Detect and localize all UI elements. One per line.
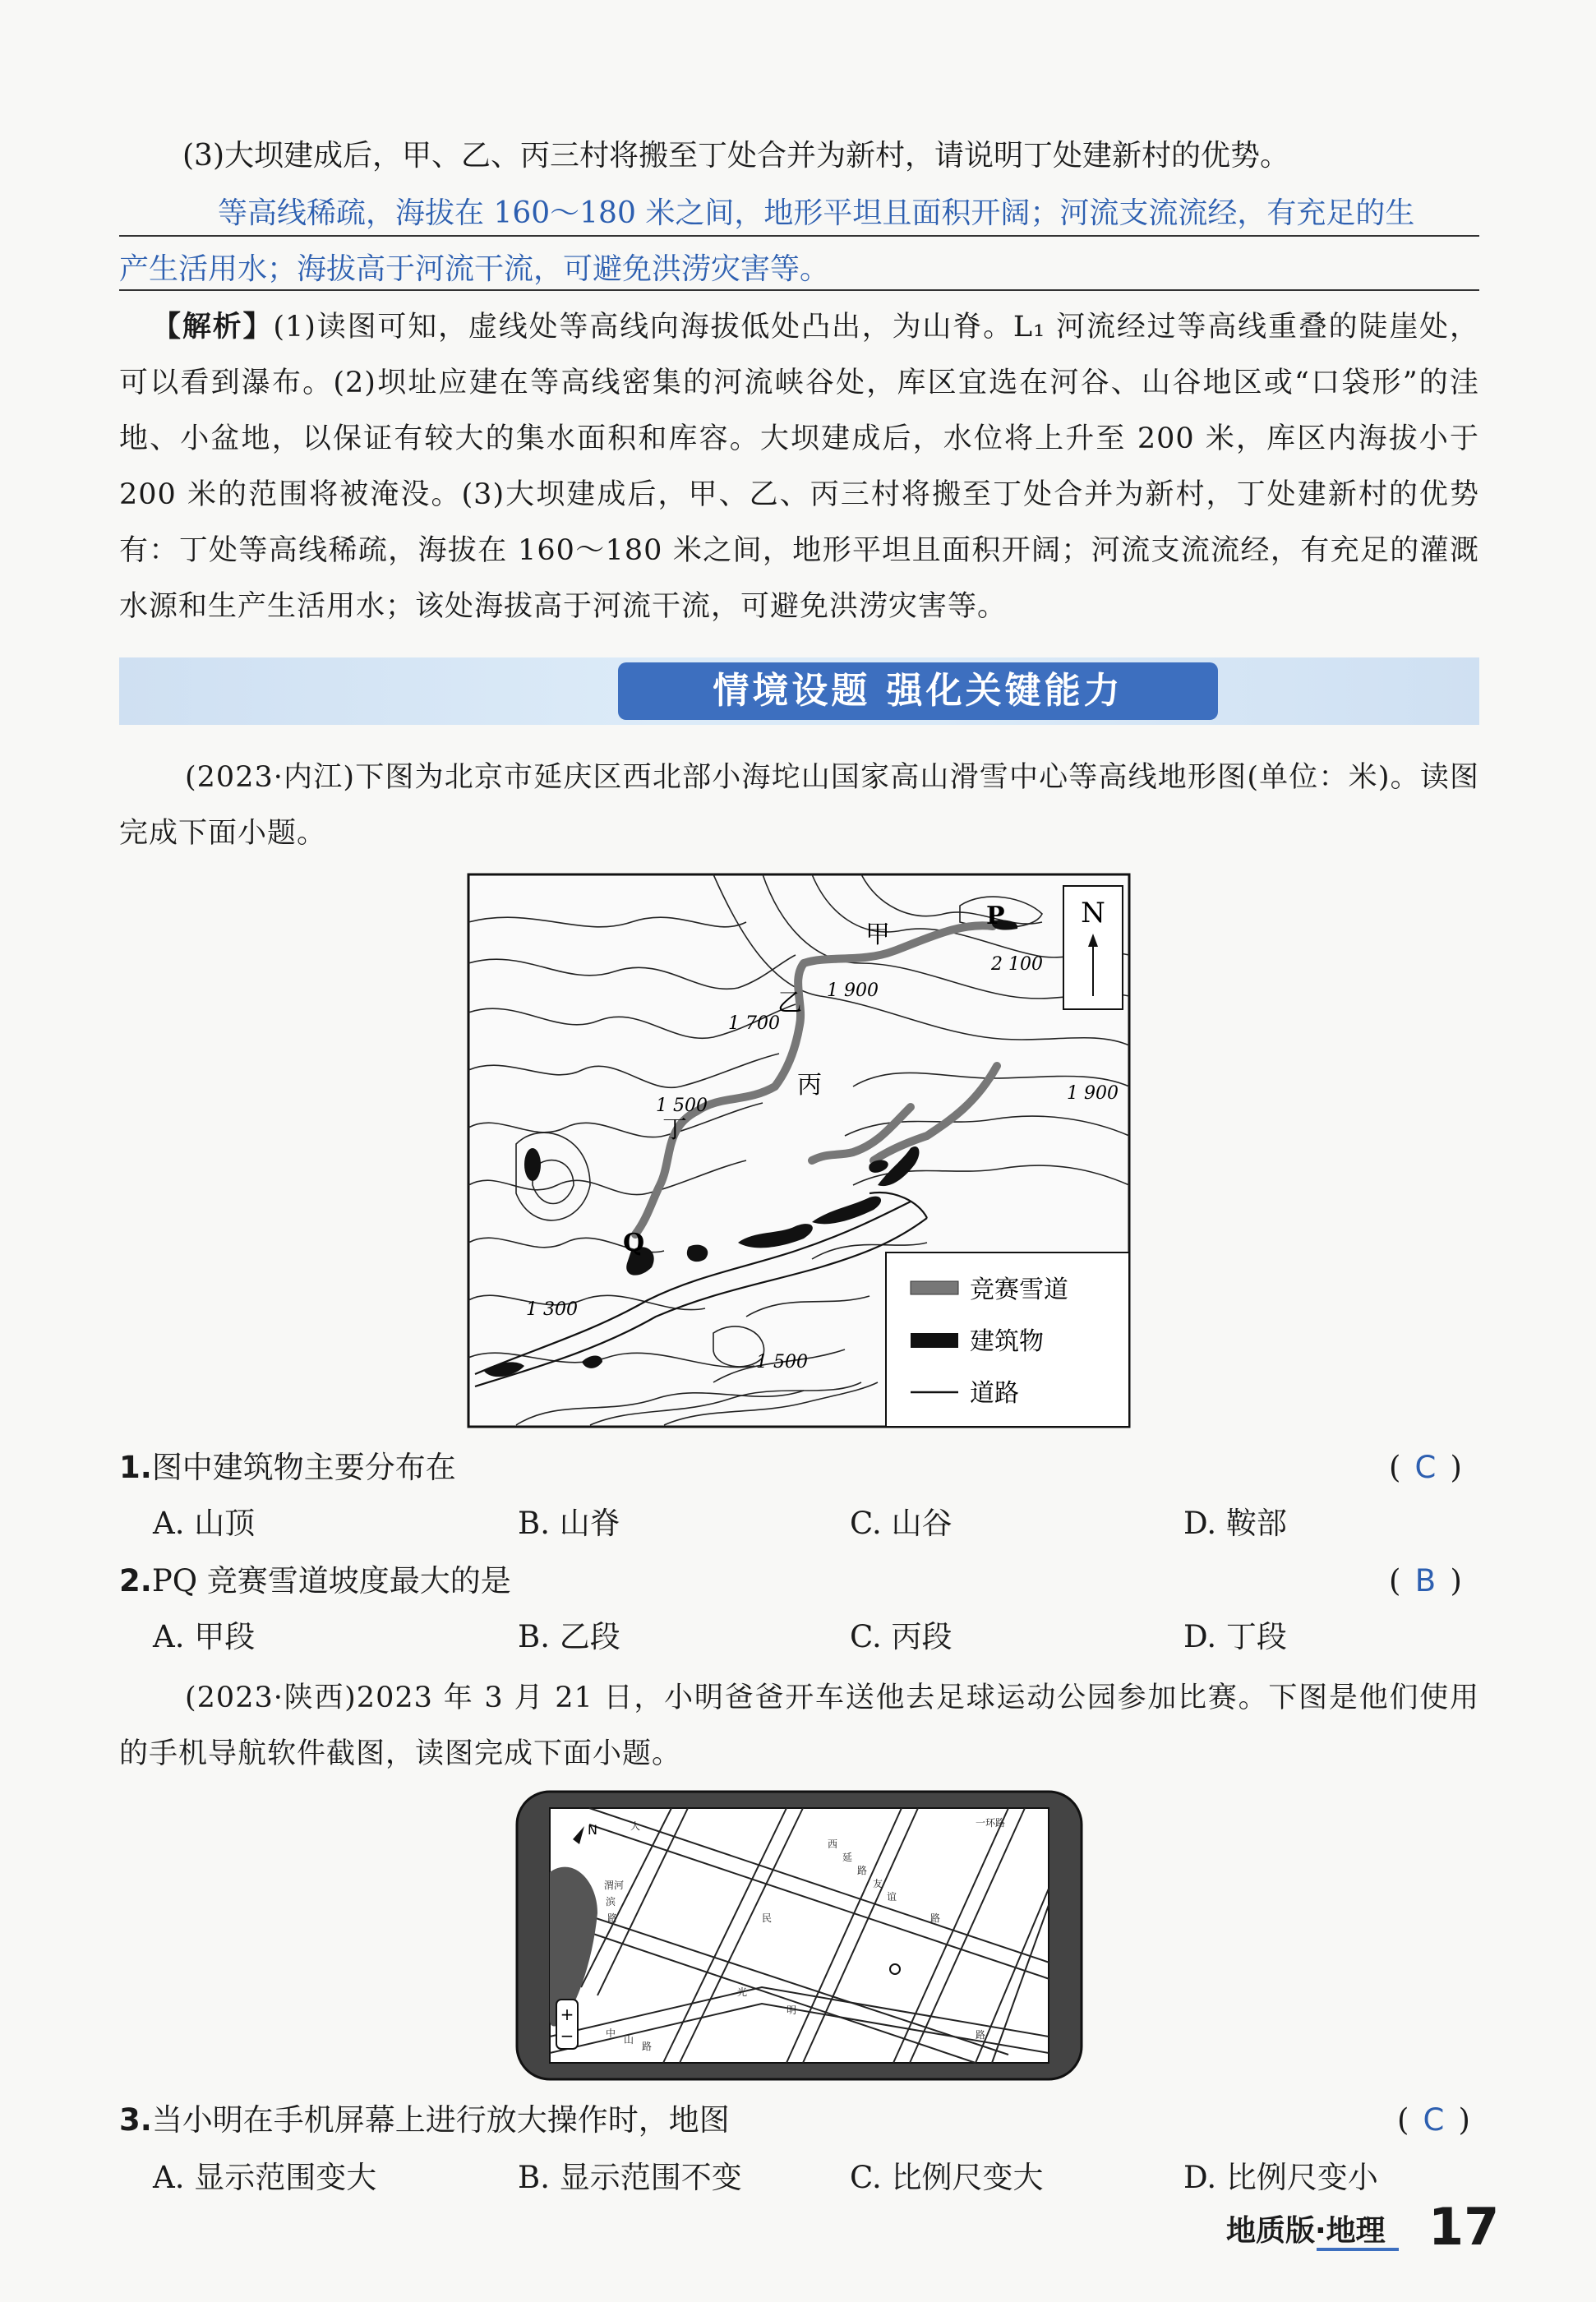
intro-paragraph-1: (2023·内江)下图为北京市延庆区西北部小海坨山国家高山滑雪中心等高线地形图(单位：米)。读图完成下面小题。 <box>119 761 1479 850</box>
street-label-17: 路 <box>607 1912 618 1924</box>
label-yi: 乙 <box>777 989 802 1017</box>
contour-label-1500-a: 1 500 <box>656 1096 708 1116</box>
contour-map <box>467 873 1131 1428</box>
label-jia: 甲 <box>865 920 890 949</box>
contour-label-1500-b: 1 500 <box>756 1352 808 1372</box>
q2-option-a: A. 甲段 <box>153 1619 256 1654</box>
question-3 <box>119 2097 730 2143</box>
q1-option-d: D. 鞍部 <box>1183 1506 1287 1541</box>
question-2 <box>119 1558 511 1604</box>
question-1-number: 1. <box>119 1450 152 1485</box>
answer-rule-1 <box>119 235 1479 237</box>
answer-line-2: 产生活用水；海拔高于河流干流，可避免洪涝灾害等。 <box>119 252 830 286</box>
question-1 <box>119 1445 456 1491</box>
q1-option-a: A. 山顶 <box>153 1506 256 1541</box>
legend-swatch-ski-run <box>911 1281 958 1294</box>
footer-accent-bar <box>1317 2248 1399 2251</box>
label-q: Q <box>623 1229 645 1257</box>
question-3-number: 3. <box>119 2102 152 2138</box>
question-1-text: 图中建筑物主要分布在 <box>151 1450 456 1485</box>
phone-screen <box>550 1808 1049 2063</box>
street-label-1: 一环路 <box>976 1817 1006 1829</box>
zoom-in-icon[interactable]: + <box>560 2004 574 2024</box>
question-1-answer-bracket: ( C ) <box>1389 1445 1462 1491</box>
question-3-answer-bracket: ( C ) <box>1397 2097 1470 2143</box>
q3-option-d: D. 比例尺变小 <box>1183 2160 1378 2195</box>
contour-label-1900-b: 1 900 <box>1067 1083 1119 1104</box>
label-bing: 丙 <box>797 1071 822 1100</box>
question-3-prompt: (3)大坝建成后，甲、乙、丙三村将搬至丁处合并为新村，请说明丁处建新村的优势。 <box>182 139 1289 173</box>
street-label-0: 人 <box>630 1820 641 1832</box>
legend-building: 建筑物 <box>970 1327 1044 1356</box>
section-banner <box>119 657 1479 725</box>
q1-option-b: B. 山脊 <box>518 1506 620 1541</box>
legend-ski-run: 竞赛雪道 <box>970 1276 1068 1304</box>
page-number: 17 <box>1428 2197 1500 2257</box>
question-2-answer-bracket: ( B ) <box>1389 1558 1462 1604</box>
zoom-out-icon[interactable]: − <box>560 2026 574 2046</box>
question-2-answer: B <box>1414 1563 1437 1598</box>
label-ding: 丁 <box>662 1115 687 1144</box>
legend-road: 道路 <box>970 1379 1019 1408</box>
contour-label-1700: 1 700 <box>728 1013 780 1034</box>
q2-option-d: D. 丁段 <box>1183 1619 1287 1654</box>
legend-swatch-building <box>911 1333 958 1348</box>
question-2-number: 2. <box>119 1563 152 1598</box>
question-2-text: PQ 竞赛雪道坡度最大的是 <box>151 1563 511 1598</box>
intro-paragraph-2: (2023·陕西)2023 年 3 月 21 日，小明爸爸开车送他去足球运动公园参加比赛。下图是他们使用的手机导航软件截图，读图完成下面小题。 <box>119 1682 1479 1770</box>
section-title: 情境设题 强化关键能力 <box>618 662 1218 720</box>
street-label-14: 路 <box>642 2041 653 2052</box>
street-label-4: 路 <box>857 1865 868 1876</box>
analysis-text: (1)读图可知，虚线处等高线向海拔低处凸出，为山脊。L₁ 河流经过等高线重叠的陡崖处，可以看到瀑布。(2)坝址应建在等高线密集的河流峡谷处，库区宜选在河谷、山谷地区或“口袋形”的洼地、小盆地，以保证有较大的集水面积和库容。大坝建成后，水位将上升至 200 米，库区内海拔小于 200 米的范围将被淹没。(3)大坝建成后，甲、乙、丙三村将搬至丁处合并为新村，丁处建新村的优势有：丁处等高线稀疏，海拔在 160～180 米之间，地形平坦且面积开阔；河流支流流经，有充足的灌溉水源和生产生活用水；该处海拔高于河流干流，可避免洪涝灾害等。 <box>119 311 1479 623</box>
label-p: P <box>986 902 1005 930</box>
street-label-11: 路 <box>976 2029 986 2041</box>
footer-edition: 地质版·地理 <box>1226 2214 1386 2248</box>
analysis-paragraph <box>119 299 1479 634</box>
street-label-10: 明 <box>786 2004 797 2016</box>
q2-option-c: C. 丙段 <box>850 1619 953 1654</box>
north-label: N <box>1081 897 1105 930</box>
question-1-answer: C <box>1414 1450 1437 1485</box>
q2-option-b: B. 乙段 <box>518 1619 620 1654</box>
q1-option-c: C. 山谷 <box>850 1506 953 1541</box>
street-label-15: 渭河 <box>604 1880 625 1891</box>
answer-rule-2 <box>119 289 1479 291</box>
question-3-text: 当小明在手机屏幕上进行放大操作时，地图 <box>151 2102 730 2138</box>
map2-north-label: N <box>588 1822 597 1838</box>
phone-navigation-map <box>515 1790 1083 2081</box>
street-label-6: 友 <box>873 1878 883 1889</box>
question-3-answer: C <box>1423 2102 1445 2138</box>
street-label-3: 延 <box>842 1852 853 1863</box>
street-label-9: 光 <box>737 1986 748 1998</box>
street-label-7: 谊 <box>887 1891 897 1903</box>
answer-line-1: 等高线稀疏，海拔在 160～180 米之间，地形平坦且面积开阔；河流支流流经，有充足的生 <box>218 196 1415 230</box>
street-label-13: 山 <box>624 2034 634 2046</box>
street-label-16: 滨 <box>606 1896 616 1908</box>
contour-label-1300: 1 300 <box>526 1299 578 1320</box>
street-label-5: 民 <box>762 1912 773 1924</box>
contour-label-1900-a: 1 900 <box>827 980 879 1001</box>
q3-option-a: A. 显示范围变大 <box>153 2160 377 2195</box>
street-label-12: 中 <box>606 2028 616 2039</box>
contour-label-2100: 2 100 <box>991 954 1043 975</box>
analysis-label: 【解析】 <box>152 310 274 344</box>
street-label-8: 路 <box>930 1912 941 1924</box>
q3-option-b: B. 显示范围不变 <box>518 2160 742 2195</box>
q3-option-c: C. 比例尺变大 <box>850 2160 1044 2195</box>
street-label-2: 西 <box>828 1838 838 1850</box>
